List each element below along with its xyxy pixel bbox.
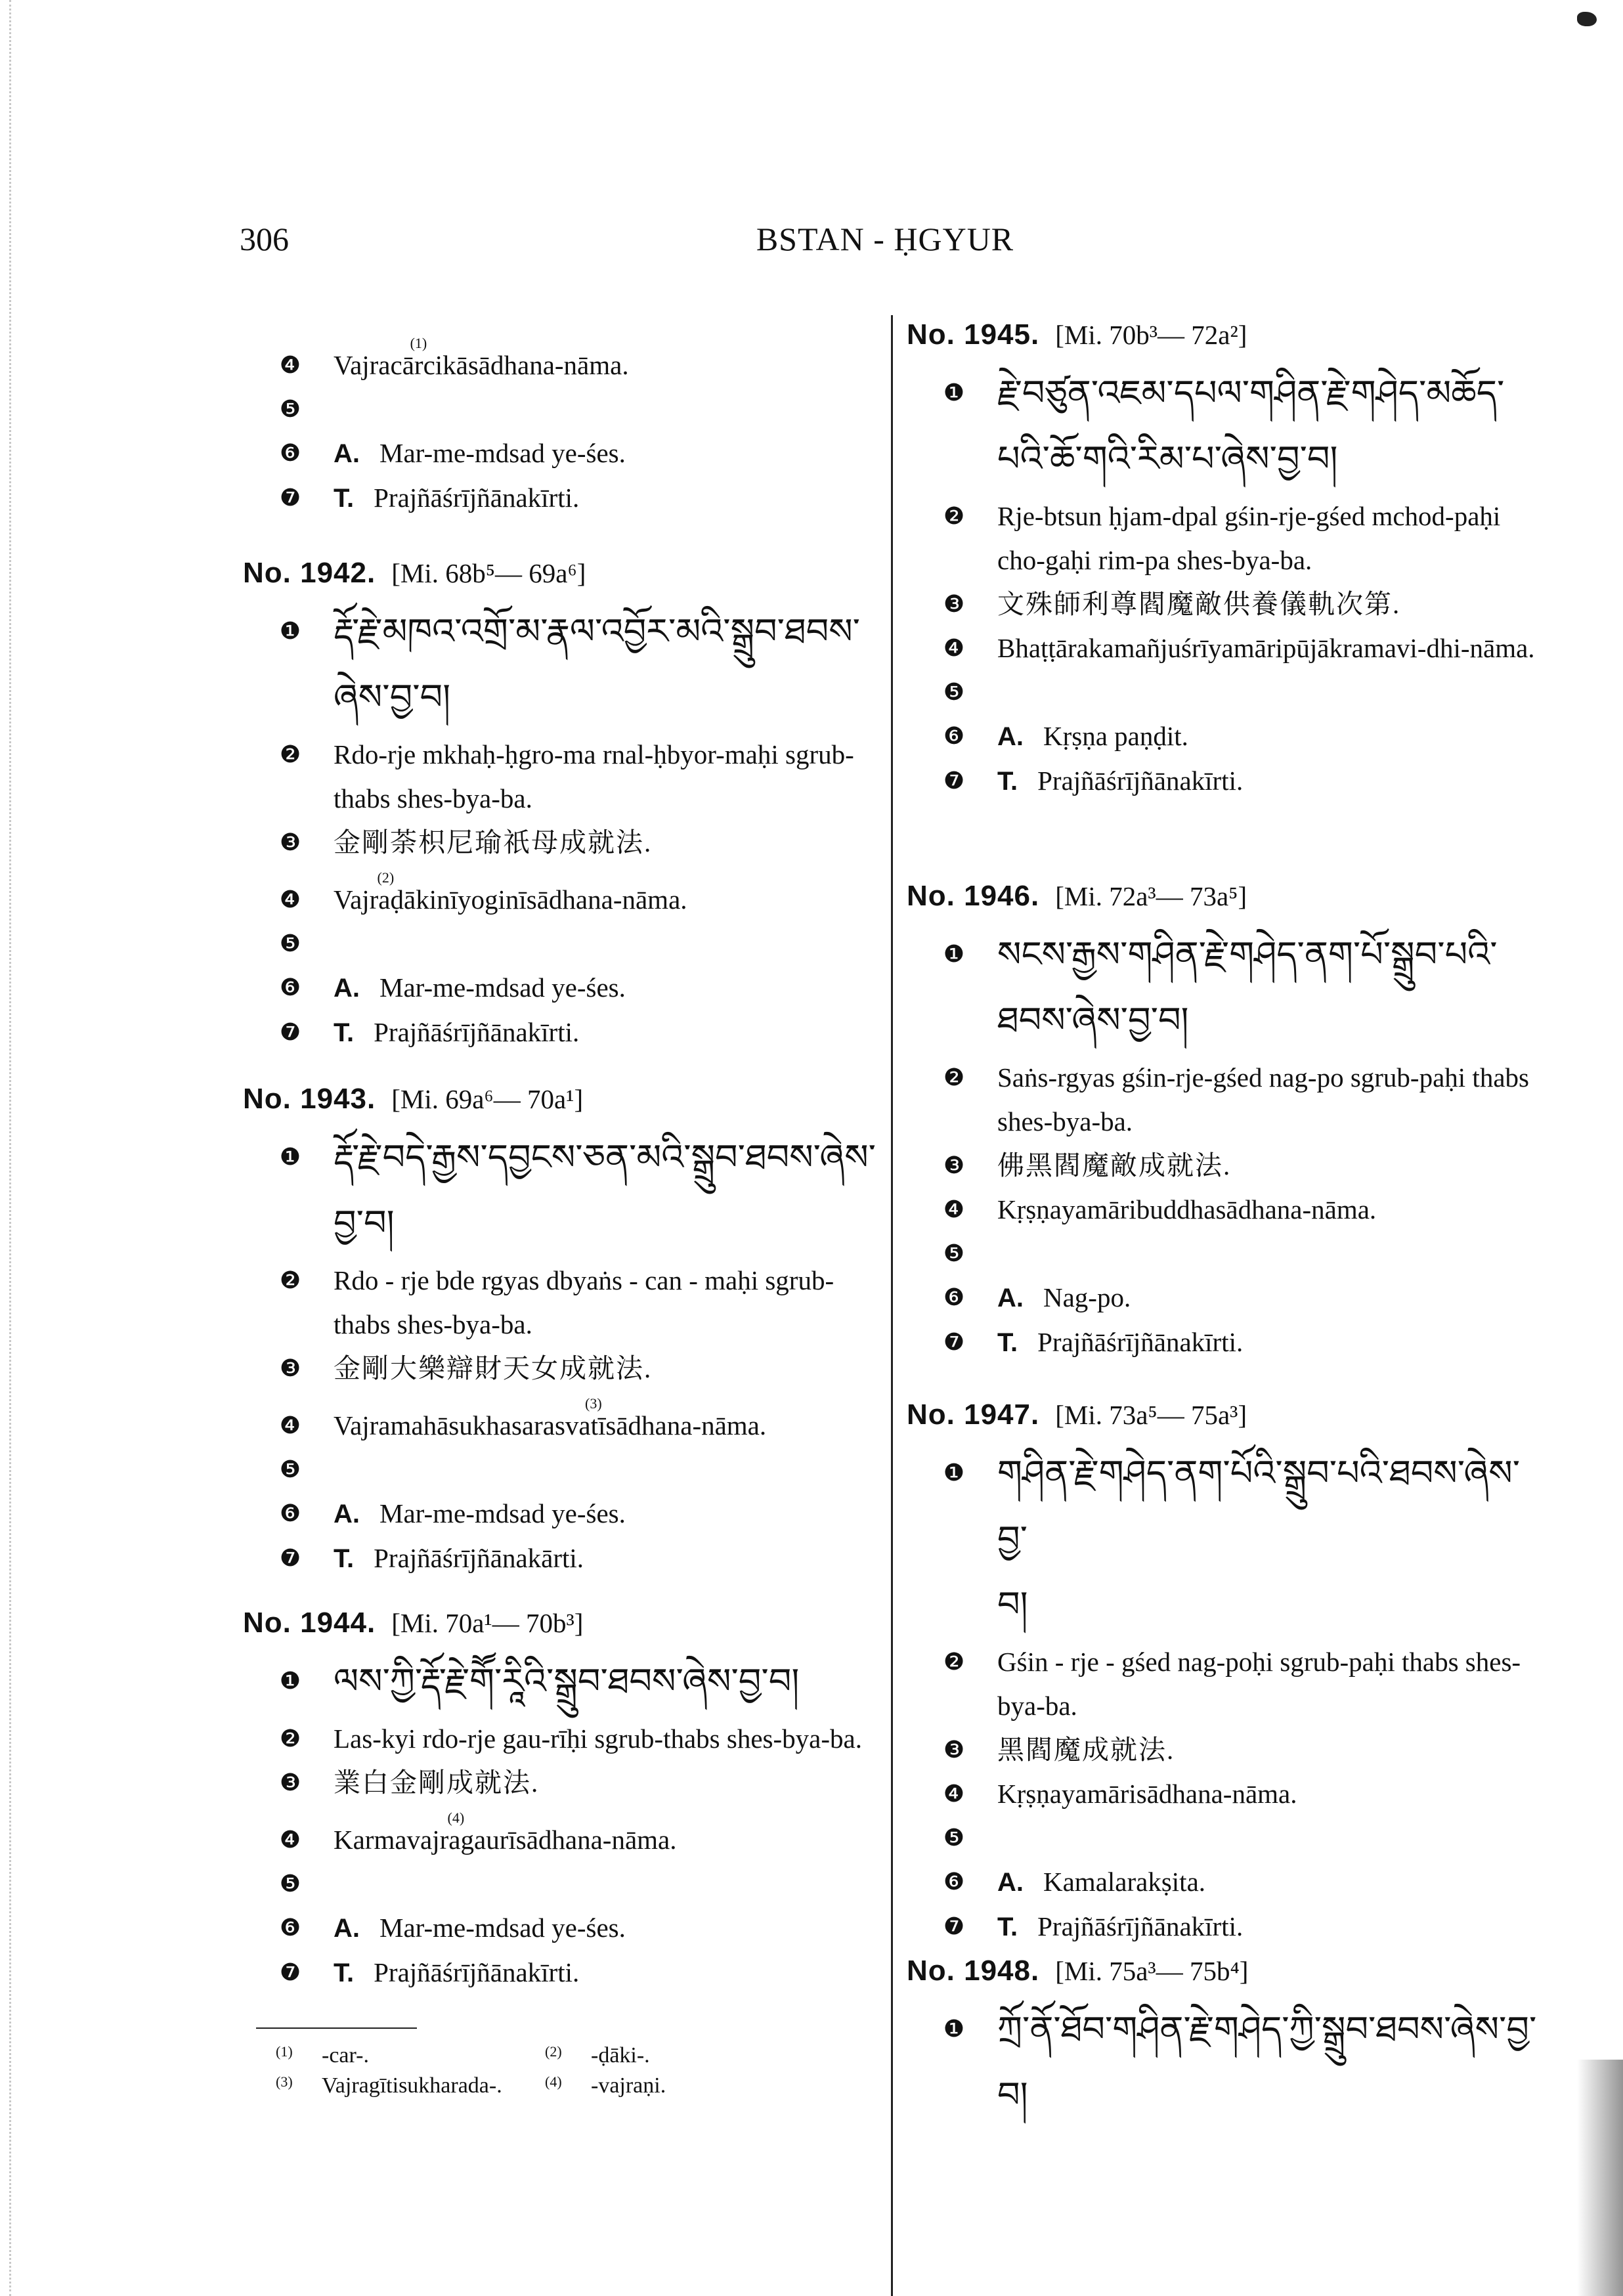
- field-value: Prajñāśrījñānakīrti.: [1037, 1327, 1244, 1357]
- catalogue-entry: [907, 1949, 1547, 2131]
- field-text: [334, 1347, 878, 1391]
- circled-number-icon: ❼: [943, 1913, 965, 1940]
- circled-number-icon: ❶: [943, 379, 965, 406]
- tibetan-title-line: རྡོ་རྗེ་མཁའ་འགྲོ་མ་རྣལ་འབྱོར་མའི་སྒྲུབ་ཐབས་: [334, 611, 861, 652]
- field-text: [997, 1640, 1542, 1728]
- field-text: [997, 1772, 1542, 1816]
- entry-field: [907, 494, 1547, 582]
- entry-field: [907, 1320, 1547, 1365]
- entry-field: [243, 1862, 883, 1906]
- entry-field: [243, 431, 883, 476]
- folio-reference: [Mi. 75a³— 75b⁴]: [1055, 1956, 1249, 1986]
- chinese-title: 金剛荼枳尼瑜祇母成就法.: [334, 827, 653, 857]
- scan-edge-artifact: [9, 0, 11, 2296]
- field-text: [334, 1809, 878, 1862]
- folio-reference: [Mi. 73a⁵— 75a³]: [1055, 1400, 1247, 1430]
- field-text: [997, 1188, 1542, 1232]
- field-text: [334, 1649, 878, 1714]
- entry-field: [243, 330, 883, 387]
- circled-number-icon: ❹: [279, 352, 301, 379]
- field-label: T.: [997, 767, 1018, 796]
- field-text: [997, 1440, 1542, 1637]
- field-text: [997, 494, 1542, 582]
- entry-field: [243, 1448, 883, 1492]
- circled-number-icon: ❷: [279, 1267, 301, 1294]
- footnote-rule: [256, 2027, 417, 2029]
- field-text: [334, 476, 878, 521]
- circled-number-icon: ❼: [279, 1019, 301, 1046]
- circled-number-icon: ❻: [279, 1915, 301, 1941]
- circled-number-icon: ❶: [943, 941, 965, 968]
- circled-number-icon: ❹: [943, 635, 965, 662]
- entry-field: [907, 1188, 1547, 1232]
- field-text: [997, 922, 1542, 1053]
- circled-number-icon: ❹: [943, 1196, 965, 1223]
- left-column: [243, 330, 883, 2101]
- circled-number-icon: ❺: [279, 1456, 301, 1483]
- field-text: [997, 582, 1542, 626]
- tibetan-title-line: ཞེས་བྱ་བ།: [334, 676, 451, 718]
- footnote: [276, 2041, 545, 2071]
- footnote-mark: (3): [276, 2073, 293, 2090]
- footnote-ref-mark: (2): [377, 869, 395, 886]
- entry-header: [907, 313, 1547, 357]
- entry-field: [907, 582, 1547, 626]
- entry-header: [907, 1393, 1547, 1437]
- entry-field: [243, 1125, 883, 1256]
- entry-header: [243, 1601, 883, 1645]
- field-text: [334, 1010, 878, 1055]
- tibetan-title-line: བ།: [997, 1584, 1028, 1625]
- field-text: [997, 1276, 1542, 1320]
- field-text: [997, 1728, 1542, 1772]
- entry-header: [907, 1949, 1547, 1993]
- field-label: T.: [997, 1328, 1018, 1357]
- circled-number-icon: ❻: [279, 974, 301, 1001]
- sanskrit-title-part: Karmavajra: [334, 1825, 461, 1855]
- entry-field: [243, 922, 883, 966]
- tibetan-title-line: རྗེ་བཙུན་འཇམ་དཔལ་གཤིན་རྗེ་གཤེད་མཆོད་: [997, 372, 1505, 414]
- circled-number-icon: ❼: [279, 1545, 301, 1572]
- field-text: [334, 1717, 878, 1761]
- entry-field: [907, 1905, 1547, 1949]
- circled-number-icon: ❸: [279, 829, 301, 856]
- field-value: Prajñāśrījñānakīrti.: [374, 1017, 580, 1047]
- circled-number-icon: ❶: [279, 1144, 301, 1171]
- sanskrit-title-part: ḍākinīyoginīsādhana-nāma.: [390, 884, 687, 915]
- field-label: A.: [334, 439, 360, 468]
- circled-number-icon: ❹: [279, 886, 301, 913]
- footnote-mark: (4): [545, 2073, 562, 2090]
- field-label: T.: [334, 1018, 355, 1047]
- footnote: [545, 2041, 814, 2071]
- footnote-text: -ḍāki-.: [591, 2043, 650, 2068]
- field-label: T.: [334, 1959, 355, 1987]
- catalogue-entry: [907, 875, 1547, 1393]
- entry-field: [243, 387, 883, 431]
- circled-number-icon: ❼: [943, 768, 965, 794]
- entry-field: [907, 1440, 1547, 1637]
- circled-number-icon: ❼: [943, 1329, 965, 1356]
- entry-field: [243, 1717, 883, 1761]
- tibetan-title-line: བ།: [997, 2074, 1028, 2115]
- circled-number-icon: ❶: [279, 618, 301, 645]
- field-value: Kṛṣṇayamāribuddhasādhana-nāma.: [997, 1194, 1377, 1224]
- circled-number-icon: ❹: [279, 1827, 301, 1853]
- entry-field: [907, 626, 1547, 670]
- circled-number-icon: ❻: [279, 440, 301, 467]
- circled-number-icon: ❶: [943, 2016, 965, 2043]
- footnote-block: [243, 2027, 883, 2101]
- entry-field: [243, 865, 883, 922]
- entry-field: [243, 1391, 883, 1448]
- circled-number-icon: ❻: [943, 1284, 965, 1311]
- field-text: [997, 360, 1542, 492]
- circled-number-icon: ❸: [279, 1355, 301, 1382]
- catalogue-entry: [907, 1393, 1547, 1949]
- circled-number-icon: ❺: [279, 930, 301, 957]
- entry-field: [243, 1805, 883, 1862]
- entry-number: No. 1943.: [243, 1083, 376, 1115]
- tibetan-title-line: སངས་རྒྱས་གཤིན་རྗེ་གཤེད་ནག་པོ་སྒྲུབ་པའི་: [997, 934, 1498, 975]
- field-label: T.: [334, 1544, 355, 1573]
- circled-number-icon: ❺: [943, 1240, 965, 1267]
- entry-number: No. 1947.: [907, 1398, 1040, 1431]
- entry-field: [907, 1056, 1547, 1144]
- footnotes: [276, 2041, 867, 2101]
- field-value: Rdo-rje mkhaḥ-ḥgro-ma rnal-ḥbyor-maḥi sgrub-thabs shes-bya-ba.: [334, 739, 854, 813]
- circled-number-icon: ❷: [279, 741, 301, 768]
- chinese-title: 文殊師利尊閻魔敵供養儀軌次第.: [997, 589, 1401, 619]
- entry-field: [243, 476, 883, 521]
- field-text: [334, 1951, 878, 1995]
- field-label: A.: [997, 1868, 1024, 1897]
- circled-number-icon: ❸: [943, 1737, 965, 1764]
- page-number: 306: [240, 221, 289, 257]
- tibetan-title-line: ལས་ཀྱི་རྡོ་རྗེ་གཽ་རཱིའི་སྒྲུབ་ཐབས་ཞེས་བྱ་བ།: [334, 1660, 800, 1702]
- entry-field: [907, 1640, 1547, 1728]
- field-label: A.: [997, 1284, 1024, 1312]
- circled-number-icon: ❺: [279, 396, 301, 423]
- circled-number-icon: ❶: [943, 1460, 965, 1486]
- field-value: Gśin - rje - gśed nag-poḥi sgrub-paḥi thabs shes-bya-ba.: [997, 1647, 1521, 1721]
- entry-number: No. 1946.: [907, 880, 1040, 912]
- entry-field: [243, 1536, 883, 1581]
- entry-field: [907, 1276, 1547, 1320]
- entry-field: [243, 1761, 883, 1805]
- footnote-text: Vajragītisukharada-.: [322, 2073, 502, 2098]
- field-value: Rdo - rje bde rgyas dbyaṅs - can - maḥi sgrub-thabs shes-bya-ba.: [334, 1265, 834, 1339]
- field-text: [334, 431, 878, 476]
- sanskrit-title-part: gaurīsādhana-nāma.: [460, 1825, 677, 1855]
- sanskrit-title-part: Vajra: [334, 884, 391, 915]
- footnote: [276, 2071, 545, 2101]
- field-text: [997, 1860, 1542, 1905]
- scan-smudge-artifact: [1577, 2060, 1623, 2296]
- field-value: Prajñāśrījñānakārti.: [374, 1543, 584, 1573]
- circled-number-icon: ❹: [279, 1412, 301, 1439]
- entry-field: [243, 1492, 883, 1536]
- field-value: Saṅs-rgyas gśin-rje-gśed nag-po sgrub-paḥi thabs shes-bya-ba.: [997, 1062, 1529, 1137]
- sanskrit-title-part: cikāsādhana-nāma.: [423, 350, 629, 380]
- field-text: [334, 1761, 878, 1805]
- entry-field: [243, 599, 883, 730]
- entry-field: [243, 1010, 883, 1055]
- circled-number-icon: ❺: [943, 679, 965, 706]
- field-value: Mar-me-mdsad ye-śes.: [379, 972, 626, 1003]
- field-value: Prajñāśrījñānakīrti.: [374, 483, 580, 513]
- footnote-mark: (1): [276, 2043, 293, 2060]
- sanskrit-title-part: īsādhana-nāma.: [598, 1410, 767, 1440]
- circled-number-icon: ❹: [943, 1781, 965, 1808]
- field-value: Prajñāśrījñānakīrti.: [1037, 1911, 1244, 1941]
- entry-number: No. 1942.: [243, 557, 376, 589]
- circled-number-icon: ❶: [279, 1668, 301, 1695]
- circled-number-icon: ❻: [279, 1500, 301, 1527]
- catalogue-entry: [243, 552, 883, 1077]
- footnote-mark: (2): [545, 2043, 562, 2060]
- catalogue-entry: [907, 313, 1547, 875]
- field-value: Las-kyi rdo-rje gau-rīḥi sgrub-thabs shes-bya-ba.: [334, 1723, 862, 1754]
- field-value: Mar-me-mdsad ye-śes.: [379, 1913, 626, 1943]
- chinese-title: 業白金剛成就法.: [334, 1767, 540, 1798]
- tibetan-title-line: བྱ་བ།: [334, 1202, 395, 1244]
- field-value: Mar-me-mdsad ye-śes.: [379, 1498, 626, 1528]
- tibetan-title-line: ཐབས་ཞེས་བྱ་བ།: [997, 999, 1189, 1041]
- circled-number-icon: ❻: [943, 1869, 965, 1895]
- entry-field: [243, 821, 883, 865]
- circled-number-icon: ❻: [943, 723, 965, 750]
- field-text: [334, 1492, 878, 1536]
- folio-reference: [Mi. 68b⁵— 69a⁶]: [391, 558, 586, 588]
- entry-field: [907, 1816, 1547, 1860]
- catalogue-entry: [243, 1077, 883, 1601]
- field-value: Kṛṣṇayamārisādhana-nāma.: [997, 1779, 1297, 1809]
- field-text: [334, 869, 878, 922]
- field-text: [997, 714, 1542, 759]
- column-divider: [891, 315, 893, 2296]
- footnote-text: -car-.: [322, 2043, 369, 2068]
- folio-reference: [Mi. 69a⁶— 70a¹]: [391, 1084, 584, 1114]
- field-value: Prajñāśrījñānakīrti.: [374, 1957, 580, 1987]
- circled-number-icon: ❷: [943, 503, 965, 530]
- scan-mark-artifact: [1577, 12, 1597, 26]
- field-value: Mar-me-mdsad ye-śes.: [379, 438, 626, 468]
- field-label: T.: [334, 484, 355, 513]
- entry-field: [907, 759, 1547, 804]
- field-text: [997, 1320, 1542, 1365]
- catalogue-entry: [243, 1601, 883, 2027]
- field-text: [997, 759, 1542, 804]
- sanskrit-title-part: Vajramahāsukhasarasvat: [334, 1410, 598, 1440]
- circled-number-icon: ❷: [279, 1725, 301, 1752]
- field-text: [997, 626, 1542, 670]
- entry-field: [243, 733, 883, 821]
- tibetan-title-line: ཀྲོ་ནོ་ཐོབ་གཤིན་རྗེ་གཤེད་ཀྱི་སྒྲུབ་ཐབས་ཞེས་བྱ་: [997, 2008, 1537, 2050]
- catalogue-entry: [243, 330, 883, 552]
- tibetan-title-line: གཤིན་རྗེ་གཤེད་ནག་པོའི་སྒྲུབ་པའི་ཐབས་ཞེས་བྱ་: [997, 1452, 1521, 1559]
- right-column: [907, 313, 1547, 2131]
- entry-field: [907, 1772, 1547, 1816]
- entry-header: [243, 552, 883, 595]
- running-title: BSTAN - ḤGYUR: [756, 221, 1014, 257]
- field-value: Kṛṣṇa paṇḍit.: [1043, 721, 1188, 751]
- circled-number-icon: ❺: [943, 1825, 965, 1852]
- field-label: A.: [997, 722, 1024, 751]
- entry-field: [243, 966, 883, 1010]
- tibetan-title-line: རྡོ་རྗེ་བདེ་རྒྱས་དབྱངས་ཅན་མའི་སྒྲུབ་ཐབས་ཞེས་: [334, 1137, 876, 1178]
- circled-number-icon: ❼: [279, 485, 301, 511]
- field-text: [997, 1905, 1542, 1949]
- circled-number-icon: ❷: [943, 1064, 965, 1091]
- field-label: A.: [334, 974, 360, 1003]
- field-text: [334, 1259, 878, 1347]
- entry-number: No. 1944.: [243, 1607, 376, 1639]
- entry-field: [907, 922, 1547, 1053]
- field-text: [334, 1395, 878, 1448]
- circled-number-icon: ❸: [943, 1152, 965, 1179]
- field-text: [997, 1056, 1542, 1144]
- field-value: Nag-po.: [1043, 1282, 1131, 1312]
- entry-header: [907, 875, 1547, 918]
- field-text: [334, 821, 878, 865]
- field-text: [997, 1997, 1542, 2128]
- entry-field: [907, 1728, 1547, 1772]
- circled-number-icon: ❼: [279, 1959, 301, 1986]
- field-text: [334, 733, 878, 821]
- chinese-title: 金剛大樂辯財天女成就法.: [334, 1353, 653, 1383]
- field-label: T.: [997, 1913, 1018, 1941]
- field-value: Bhaṭṭārakamañjuśrīyamāripūjākramavi-dhi-nāma.: [997, 633, 1535, 663]
- circled-number-icon: ❸: [279, 1769, 301, 1796]
- field-text: [334, 599, 878, 730]
- entry-field: [243, 1649, 883, 1714]
- circled-number-icon: ❸: [943, 591, 965, 618]
- entry-field: [243, 1259, 883, 1347]
- entry-number: No. 1945.: [907, 318, 1040, 351]
- entry-field: [907, 360, 1547, 492]
- circled-number-icon: ❷: [943, 1649, 965, 1676]
- circled-number-icon: ❺: [279, 1871, 301, 1897]
- field-value: Kamalarakṣita.: [1043, 1867, 1206, 1897]
- entry-field: [907, 1997, 1547, 2128]
- entry-field: [243, 1347, 883, 1391]
- sanskrit-title-part: Vajracār: [334, 350, 423, 380]
- entry-field: [907, 670, 1547, 714]
- tibetan-title-line: པའི་ཆོ་གའི་རིམ་པ་ཞེས་བྱ་བ།: [997, 438, 1338, 479]
- field-value: Prajñāśrījñānakīrti.: [1037, 766, 1244, 796]
- field-text: [334, 1906, 878, 1951]
- entry-field: [243, 1906, 883, 1951]
- chinese-title: 黑閻魔成就法.: [997, 1735, 1175, 1765]
- entry-field: [907, 714, 1547, 759]
- field-text: [334, 1125, 878, 1256]
- folio-reference: [Mi. 70b³— 72a²]: [1055, 320, 1247, 350]
- entry-field: [907, 1144, 1547, 1188]
- entry-field: [243, 1951, 883, 1995]
- folio-reference: [Mi. 72a³— 73a⁵]: [1055, 881, 1247, 911]
- field-value: Rje-btsun ḥjam-dpal gśin-rje-gśed mchod-paḥi cho-gaḥi rim-pa shes-bya-ba.: [997, 501, 1501, 575]
- chinese-title: 佛黑閻魔敵成就法.: [997, 1150, 1232, 1180]
- field-text: [334, 335, 878, 387]
- entry-header: [243, 1077, 883, 1121]
- field-text: [997, 1144, 1542, 1188]
- footnote-ref-mark: (3): [585, 1395, 602, 1412]
- footnote-text: -vajraṇi.: [591, 2073, 666, 2098]
- field-text: [334, 1536, 878, 1581]
- field-text: [334, 966, 878, 1010]
- field-label: A.: [334, 1914, 360, 1943]
- folio-reference: [Mi. 70a¹— 70b³]: [391, 1608, 584, 1638]
- footnote-ref-mark: (1): [410, 335, 427, 351]
- entry-field: [907, 1232, 1547, 1276]
- entry-number: No. 1948.: [907, 1955, 1040, 1987]
- footnote: [545, 2071, 814, 2101]
- footnote-ref-mark: (4): [447, 1809, 465, 1826]
- entry-field: [907, 1860, 1547, 1905]
- field-label: A.: [334, 1500, 360, 1528]
